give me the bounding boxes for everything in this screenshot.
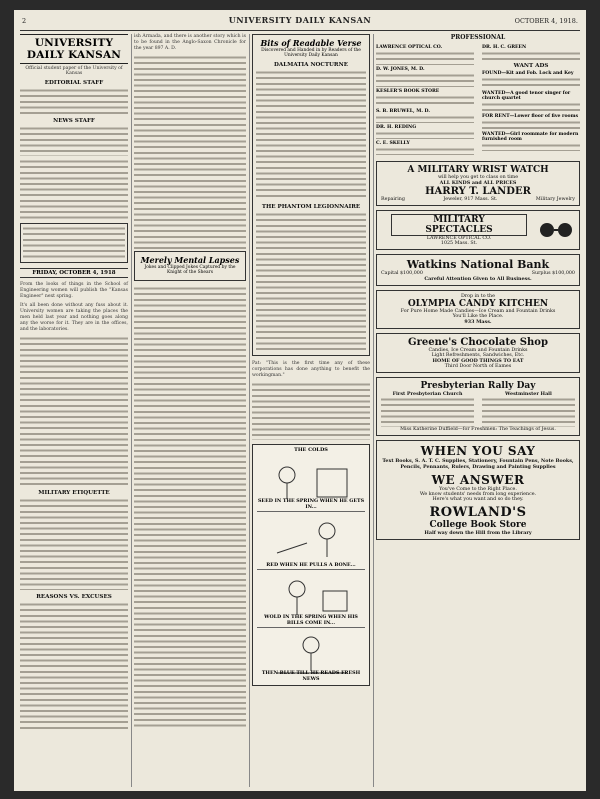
rowland-store: College Book Store xyxy=(429,520,527,530)
lander-repair: Repairing xyxy=(381,197,405,202)
lander-details xyxy=(381,197,575,202)
page-header xyxy=(14,14,586,28)
paragraph: It's all been done without any fuss about it. University women are taking the places the men held last year and nothing goes along any the worse for it. They are in the offices, and the laboratories. xyxy=(20,303,128,332)
listing-title: D. W. JONES, M. D. xyxy=(376,67,425,72)
comic-panel xyxy=(257,513,365,570)
spectacles-line1: MILITARY xyxy=(433,215,485,225)
staff-list xyxy=(20,88,128,114)
want-ad: WANTED—Girl roommate for modern furnished room xyxy=(482,132,579,142)
answer-line: Here's what you want and so do they. xyxy=(432,497,524,502)
greene-line: Third Door North of Eames xyxy=(444,364,512,369)
want-ad: WANTED—A good tenor singer for church quartet xyxy=(482,91,571,101)
poem-text xyxy=(256,70,366,200)
listing-title: DR. H. REDING xyxy=(376,125,417,130)
editorial-staff-heading: EDITORIAL STAFF xyxy=(44,80,104,86)
rally-title: Presbyterian Rally Day xyxy=(420,381,536,391)
lead-paragraph: ish Armada, and there is another story which is to be found in the Anglo-Saxon Chronicle for the year 897 A. D. xyxy=(134,34,246,51)
newspaper-page xyxy=(14,10,586,791)
comic-panel xyxy=(257,571,365,628)
spectacles-line2: SPECTACLES xyxy=(425,225,493,235)
want-ad: FOR RENT—Lower floor of five rooms xyxy=(482,114,579,119)
rally-churches xyxy=(381,391,575,427)
spectacles-ad xyxy=(376,210,580,250)
notice-box xyxy=(20,223,128,263)
lander-name: HARRY T. LANDER xyxy=(425,186,531,197)
bank-capital-value: Capital $100,000 xyxy=(381,271,423,276)
comic-title: THE COLDS xyxy=(294,447,328,453)
listing-title: DR. H. C. GREEN xyxy=(482,45,527,50)
verse-title: Bits of Readable Verse xyxy=(260,38,362,48)
masthead-title: UNIVERSITY DAILY KANSAN xyxy=(20,34,128,64)
spectacles-icon xyxy=(537,221,575,239)
watch-sub: ALL KINDS and ALL PRICES xyxy=(439,180,517,186)
comic-drawing-icon xyxy=(257,629,365,675)
answer-line: We know students' needs from long experience. xyxy=(419,492,537,497)
comic-panel xyxy=(257,455,365,512)
comic-panel xyxy=(257,629,365,683)
olympia-address: 933 Mass. xyxy=(464,319,492,325)
lander-jewelry: Military Jewelry xyxy=(535,197,575,202)
rally-church-left: First Presbyterian Church xyxy=(392,391,463,397)
comic-caption: WOLD IN THE SPRING WHEN HIS BILLS COME IN... xyxy=(264,614,358,626)
header-rule xyxy=(20,30,580,31)
want-ads-heading: WANT ADS xyxy=(513,63,549,69)
jokes-text xyxy=(134,286,246,728)
watch-heading: A MILITARY WRIST WATCH xyxy=(407,165,549,175)
rally-footer: Miss Katherine Duffield—for Freshmen: The Teachings of Jesus. xyxy=(400,427,556,432)
listing-title: S. B. BRUWEL, M. D. xyxy=(376,109,430,114)
issue-date: FRIDAY, OCTOBER 4, 1918 xyxy=(20,268,128,278)
rowland-location: Half way down the Hill from the Library xyxy=(424,530,532,536)
comic-caption: RED WHEN HE PULLS A BONE... xyxy=(266,562,356,568)
news-staff-heading: NEWS STAFF xyxy=(53,118,95,124)
professional-left xyxy=(376,43,474,155)
poem-title: THE PHANTOM LEGIONNAIRE xyxy=(261,204,361,210)
professional-listings xyxy=(376,43,580,155)
olympia-line: You'll Like the Place. xyxy=(452,314,504,319)
when-you-say: WHEN YOU SAY xyxy=(420,444,536,458)
article-text xyxy=(20,336,128,486)
article-text xyxy=(20,602,128,732)
professional-right xyxy=(482,43,580,155)
listing-title: C. E. SKELLY xyxy=(376,141,410,146)
issue-date-header: OCTOBER 4, 1918. xyxy=(514,17,578,25)
listing-title: KESLER'S BOOK STORE xyxy=(376,89,440,94)
listing-title: LAWRENCE OPTICAL CO. xyxy=(376,45,443,50)
column-2 xyxy=(134,34,246,728)
article-text xyxy=(20,498,128,590)
lander-address: Jeweler, 917 Mass. St. xyxy=(443,197,498,202)
paragraph: Pat: "This is the first time any of these corporations has done anything to benefit the workingman." xyxy=(252,361,370,378)
comic-strip xyxy=(252,444,370,686)
article-text xyxy=(252,382,370,440)
greene-name: Greene's Chocolate Shop xyxy=(408,337,548,348)
supply-list: Text Books, S. A. T. C. Supplies, Stationery, Fountain Pens, Note Books, Pencils, Pennants, Rulers, Drawing and Painting Supplies xyxy=(382,458,574,470)
column-divider xyxy=(373,34,374,787)
column-3 xyxy=(252,34,370,686)
masthead-subtitle: Official student paper of the University of Kansas xyxy=(25,66,123,76)
comic-drawing-icon xyxy=(257,455,365,503)
lapses-subtitle: Jokes and Clipped Jokes Captured by the Knight of the Shears xyxy=(144,265,236,275)
olympia-line: Drop in to the xyxy=(461,294,495,299)
greene-ad xyxy=(376,333,580,373)
verse-subtitle: Discovered and Handed in by Readers of the University Daily Kansan xyxy=(261,48,361,58)
rally-church-right: Westminster Hall xyxy=(505,391,552,397)
editorial-heading: REASONS VS. EXCUSES xyxy=(36,594,112,600)
column-1 xyxy=(20,34,128,732)
want-ad: FOUND—Kit and Fob. Lock and Key xyxy=(482,71,574,76)
bank-note: Careful Attention Given to All Business. xyxy=(424,276,532,282)
comic-drawing-icon xyxy=(257,513,365,561)
paper-name: UNIVERSITY DAILY KANSAN xyxy=(228,15,372,25)
olympia-name: OLYMPIA CANDY KITCHEN xyxy=(407,299,549,309)
answer-line: You've Come to the Right Place. xyxy=(439,487,517,492)
column-divider xyxy=(131,34,132,787)
comic-drawing-icon xyxy=(257,571,365,619)
lead-paragraph: From the looks of things in the School of Engineering women will publish the "Kansas Engineer" next spring. xyxy=(20,282,128,299)
editorial-heading: MILITARY ETIQUETTE xyxy=(38,490,110,496)
rowland-ad xyxy=(376,440,580,540)
comic-caption: SEED IN THE SPRING WHEN HE GETS IN... xyxy=(257,498,365,510)
spectacles-address: 1025 Mass. St. xyxy=(440,241,478,246)
greene-line: Light Refreshments, Sandwiches, Etc. xyxy=(431,353,525,358)
verse-box xyxy=(252,34,370,356)
lapses-box xyxy=(134,251,246,281)
article-text xyxy=(134,55,246,251)
column-divider xyxy=(249,34,250,787)
rally-ad xyxy=(376,377,580,436)
poem-title: DALMATIA NOCTURNE xyxy=(274,62,348,68)
comic-caption: THEN BLUE TILL HE READS FRESH NEWS xyxy=(261,670,361,682)
bank-name: Watkins National Bank xyxy=(406,258,550,271)
bank-ad xyxy=(376,254,580,286)
news-staff-list xyxy=(20,126,128,156)
greene-line: Candies, Ice Cream and Fountain Drinks xyxy=(428,348,528,353)
poem-text xyxy=(256,212,366,352)
column-4 xyxy=(376,34,580,544)
spectacles-company: LAWRENCE OPTICAL CO. xyxy=(426,236,492,241)
lapses-title: Merely Mental Lapses xyxy=(140,255,240,265)
greene-line: HOME OF GOOD THINGS TO EAT xyxy=(432,358,524,364)
olympia-line: For Pure Home Made Candies—Ice Cream and Fountain Drinks xyxy=(400,309,556,314)
spectacles-title xyxy=(391,214,527,236)
page-number: 2 xyxy=(22,17,27,25)
watch-sub: will help you get to class on time xyxy=(437,175,519,180)
professional-heading: PROFESSIONAL xyxy=(450,34,506,41)
watch-ad xyxy=(376,161,580,206)
subscription-info xyxy=(20,159,128,219)
bank-surplus-value: Surplus $100,000 xyxy=(531,271,575,276)
rowland-name: ROWLAND'S xyxy=(429,505,527,520)
we-answer: WE ANSWER xyxy=(431,473,525,487)
olympia-ad xyxy=(376,290,580,329)
